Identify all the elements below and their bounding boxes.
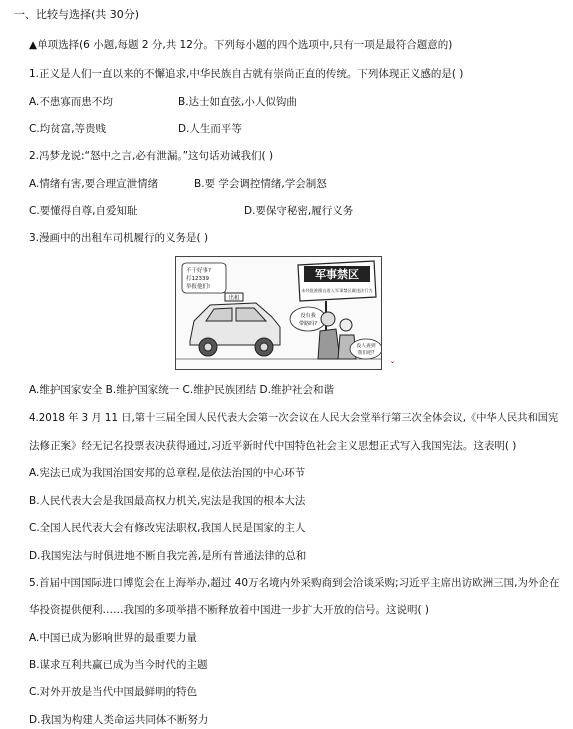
q4-option-d[interactable]: D.我国宪法与时俱进地不断自我完善,是所有普通法律的总和 [29, 550, 307, 562]
q1-option-c[interactable]: C.均贫富,等贵贱 [29, 123, 107, 135]
q5-stem-line2: 华投资提供便利……我国的多项举措不断释放着中国进一步扩大开放的信号。这说明( ) [29, 604, 430, 616]
q2-option-c[interactable]: C.要懂得自尊,自爱知耻 [29, 205, 138, 217]
svg-text:我们吧?: 我们吧? [357, 351, 375, 356]
q1-stem: 1.正义是人们一直以来的不懈追求,中华民族自古就有崇尚正直的传统。下列体现正义感的是( ) [29, 68, 464, 80]
q5-option-a[interactable]: A.中国已成为影响世界的最重要力量 [29, 632, 197, 644]
q5-stem-line1: 5.首届中国国际进口博览会在上海举办,超过 40万名境内外采购商到会洽谈采购;习近平主席出访欧洲三国,为外企在 [29, 577, 560, 589]
q1-option-b[interactable]: B.达士如直弦,小人似钩曲 [178, 96, 297, 108]
red-check-mark: ˇ [390, 361, 395, 372]
q2-option-a[interactable]: A.情绪有害,要合理宣泄情绪 [29, 178, 159, 190]
cartoon-image [175, 256, 382, 370]
q4-option-c[interactable]: C.全国人民代表大会有修改宪法职权,我国人民是国家的主人 [29, 522, 306, 534]
instructions: ▲单项选择(6 小题,每题 2 分,共 12分。下列每小题的四个选项中,只有一项是最符合题意的) [29, 39, 453, 51]
svg-text:打12339: 打12339 [186, 276, 209, 282]
q2-option-d[interactable]: D.要保守秘密,履行义务 [244, 205, 354, 217]
q4-stem-line2: 法修正案》经无记名投票表决获得通过,习近平新时代中国特色社会主义思想正式写入我国宪法。这表明( ) [29, 440, 517, 452]
q2-stem: 2.冯梦龙说:“怒中之言,必有泄漏。”这句话劝诫我们( ) [29, 150, 274, 162]
section-title: 一、比较与选择(共 30分) [14, 8, 140, 21]
taxi-car [190, 293, 280, 356]
q1-option-d[interactable]: D.人生而平等 [178, 123, 242, 135]
taxi-speech-bubble [182, 263, 226, 293]
svg-text:没人查到: 没人查到 [356, 344, 376, 349]
q4-option-b[interactable]: B.人民代表大会是我国最高权力机关,宪法是我国的根本大法 [29, 495, 306, 507]
q5-option-d[interactable]: D.我国为构建人类命运共同体不断努力 [29, 714, 209, 726]
q3-options[interactable]: A.维护国家安全 B.维护国家统一 C.维护民族团结 D.维护社会和谐 [29, 384, 334, 396]
q3-stem: 3.漫画中的出租车司机履行的义务是( ) [29, 232, 209, 244]
q1-option-a[interactable]: A.不患寡而患不均 [29, 96, 113, 108]
sign-title: 军事禁区 [315, 268, 359, 281]
svg-text:没有我: 没有我 [300, 313, 316, 319]
q5-option-c[interactable]: C.对外开放是当代中国最鲜明的特色 [29, 686, 198, 698]
svg-text:带路吗?: 带路吗? [298, 321, 318, 327]
q5-option-b[interactable]: B.谋求互利共赢已成为当今时代的主题 [29, 659, 208, 671]
q2-option-b[interactable]: B.要 学会调控情绪,学会制怒 [194, 178, 327, 190]
q4-option-a[interactable]: A.宪法已成为我国治国安邦的总章程,是依法治国的中心环节 [29, 467, 306, 479]
bottom-speech-bubble [350, 339, 381, 359]
svg-text:不干好事?: 不干好事? [186, 268, 211, 274]
sign-subtitle: 未经批准擅自进入军事禁区属违法行为 [301, 288, 373, 293]
svg-text:举报他们!: 举报他们! [186, 284, 211, 290]
q4-stem-line1: 4.2018 年 3 月 11 日,第十三届全国人民代表大会第一次会议在人民大会堂举行第三次全体会议,《中华人民共和国宪 [29, 412, 559, 424]
svg-text:出租: 出租 [228, 295, 240, 302]
